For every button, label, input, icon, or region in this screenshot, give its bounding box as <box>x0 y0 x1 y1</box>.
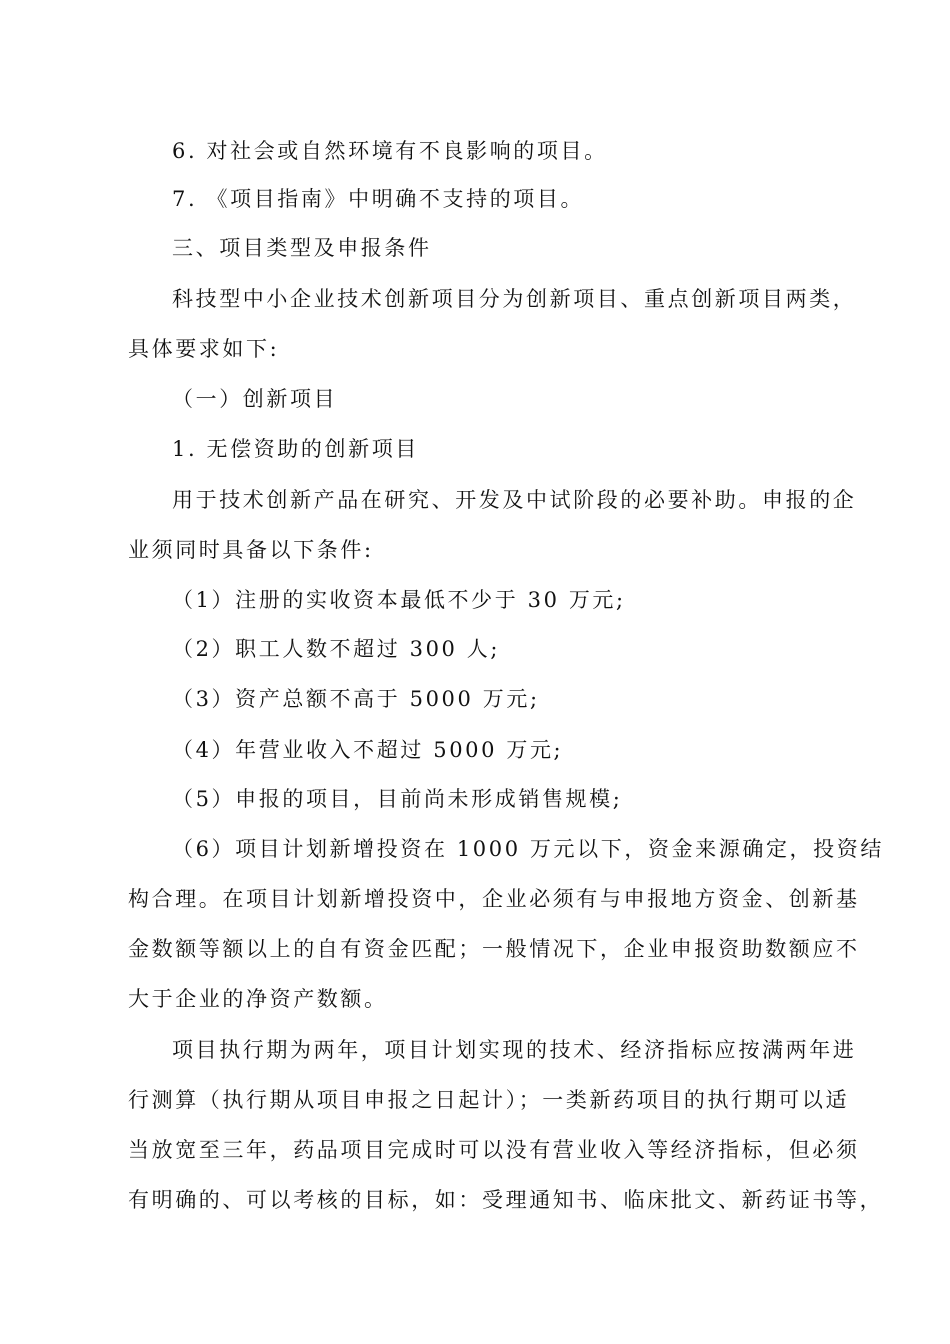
paragraph-line: 用于技术创新产品在研究、开发及中试阶段的必要补助。申报的企 <box>172 488 857 512</box>
subsection-heading: （一）创新项目 <box>172 387 338 411</box>
condition-item: （3）资产总额不高于 5000 万元; <box>172 687 540 711</box>
condition-item: （6）项目计划新增投资在 1000 万元以下，资金来源确定，投资结 <box>172 837 884 861</box>
paragraph-line: 金数额等额以上的自有资金匹配；一般情况下，企业申报资助数额应不 <box>128 937 860 961</box>
condition-item: （1）注册的实收资本最低不少于 30 万元; <box>172 588 626 612</box>
paragraph-line: 业须同时具备以下条件: <box>128 538 374 562</box>
paragraph-line: 大于企业的净资产数额。 <box>128 987 388 1011</box>
paragraph-line: 项目执行期为两年，项目计划实现的技术、经济指标应按满两年进 <box>172 1038 857 1062</box>
paragraph-line: 构合理。在项目计划新增投资中，企业必须有与申报地方资金、创新基 <box>128 887 860 911</box>
text-line-item-7: 7. 《项目指南》中明确不支持的项目。 <box>172 187 585 211</box>
condition-item: （5）申报的项目，目前尚未形成销售规模; <box>172 787 623 811</box>
paragraph-line: 具体要求如下: <box>128 337 280 361</box>
paragraph-line: 有明确的、可以考核的目标，如：受理通知书、临床批文、新药证书等， <box>128 1188 884 1212</box>
paragraph-line: 当放宽至三年，药品项目完成时可以没有营业收入等经济指标，但必须 <box>128 1138 860 1162</box>
section-heading: 三、项目类型及申报条件 <box>172 236 432 260</box>
text-line-item-6: 6. 对社会或自然环境有不良影响的项目。 <box>172 139 608 163</box>
subsection-item-heading: 1. 无偿资助的创新项目 <box>172 437 419 461</box>
paragraph-line: 科技型中小企业技术创新项目分为创新项目、重点创新项目两类， <box>172 287 857 311</box>
paragraph-line: 行测算（执行期从项目申报之日起计）；一类新药项目的执行期可以适 <box>128 1088 850 1112</box>
condition-item: （4）年营业收入不超过 5000 万元; <box>172 738 564 762</box>
condition-item: （2）职工人数不超过 300 人; <box>172 637 501 661</box>
